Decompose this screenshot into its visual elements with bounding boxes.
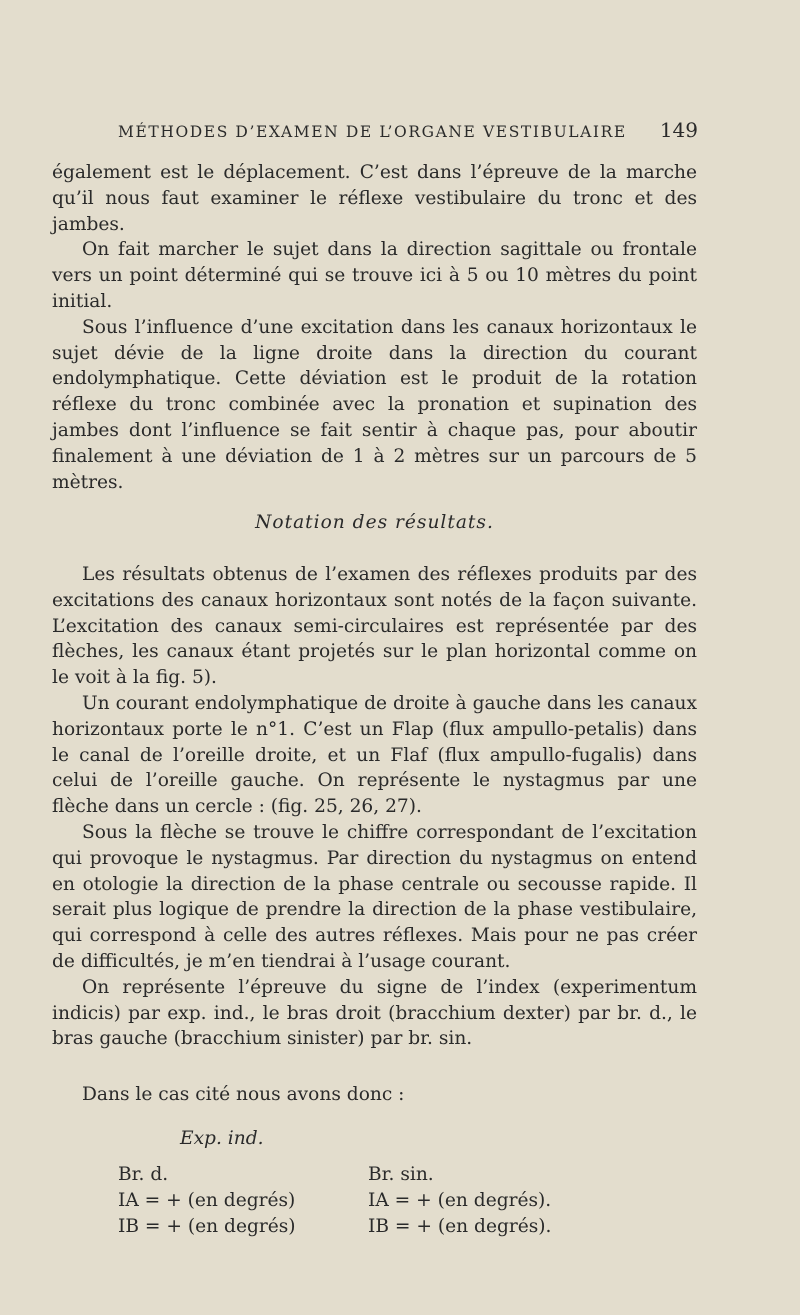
paragraph: Sous la flèche se trouve le chiffre correspondant de l’excitation qui provoque le nystagmus. Par direction du nystagmus on entend en otologie la direction de la phase centrale ou secousse rapide. Il serait plus logique de prendre la direction de la phase vestibulaire, qui correspond à celle des autres réflexes. Mais pour ne pas créer de difficultés, je m’en tiendrai à l’usage courant.	[52, 821, 697, 972]
table-cell: Br. sin.	[368, 1164, 434, 1185]
table-column-left	[118, 1162, 296, 1240]
table-title: Exp. ind.	[180, 1128, 264, 1149]
paragraph: Les résultats obtenus de l’examen des réflexes produits par des excitations des canaux horizontaux sont notés de la façon suivante. L’excitation des canaux semi-circulaires est représentée par des flèches, les canaux étant projetés sur le plan horizontal comme on le voit à la fig. 5).	[52, 564, 697, 689]
page-number: 149	[659, 118, 698, 142]
body-text-bottom	[52, 562, 697, 1052]
table-cell: IA = + (en degrés)	[118, 1190, 296, 1211]
table-cell: Br. d.	[118, 1164, 169, 1185]
case-intro	[52, 1082, 697, 1108]
table-cell: IA = + (en degrés).	[368, 1190, 552, 1211]
section-heading: Notation des résultats.	[255, 512, 494, 533]
paragraph: On fait marcher le sujet dans la direction sagittale ou frontale vers un point déterminé qui se trouve ici à 5 ou 10 mètres du point initial.	[52, 239, 697, 312]
paragraph: également est le déplacement. C’est dans l’épreuve de la marche qu’il nous faut examiner le réflexe vestibulaire du tronc et des jambes.	[52, 162, 697, 235]
table-cell: IB = + (en degrés).	[368, 1216, 552, 1237]
paragraph: Sous l’influence d’une excitation dans les canaux horizontaux le sujet dévie de la ligne droite dans la direction du courant endolymphatique. Cette déviation est le produit de la rotation réflexe du tronc combinée avec la pronation et supination des jambes dont l’influence se fait sentir à chaque pas, pour aboutir finalement à une déviation de 1 à 2 mètres sur un parcours de 5 mètres.	[52, 316, 697, 493]
table-cell: IB = + (en degrés)	[118, 1216, 296, 1237]
paragraph: Un courant endolymphatique de droite à gauche dans les canaux horizontaux porte le n°1. C’est un Flap (flux ampullo-petalis) dans le canal de l’oreille droite, et un Flaf (flux ampullo-fugalis) dans celui de l’oreille gauche. On représente le nystagmus par une flèche dans un cercle : (fig. 25, 26, 27).	[52, 692, 697, 818]
paragraph: On représente l’épreuve du signe de l’index (experimentum indicis) par exp. ind., le bras droit (bracchium dexter) par br. d., le bras gauche (bracchium sinister) par br. sin.	[52, 976, 697, 1050]
table-column-right	[368, 1162, 551, 1240]
running-head-title: MÉTHODES D’EXAMEN DE L’ORGANE VESTIBULAIRE	[118, 123, 627, 141]
running-head	[118, 118, 698, 142]
case-intro-text: Dans le cas cité nous avons donc :	[82, 1084, 405, 1105]
body-text-top	[52, 160, 697, 495]
